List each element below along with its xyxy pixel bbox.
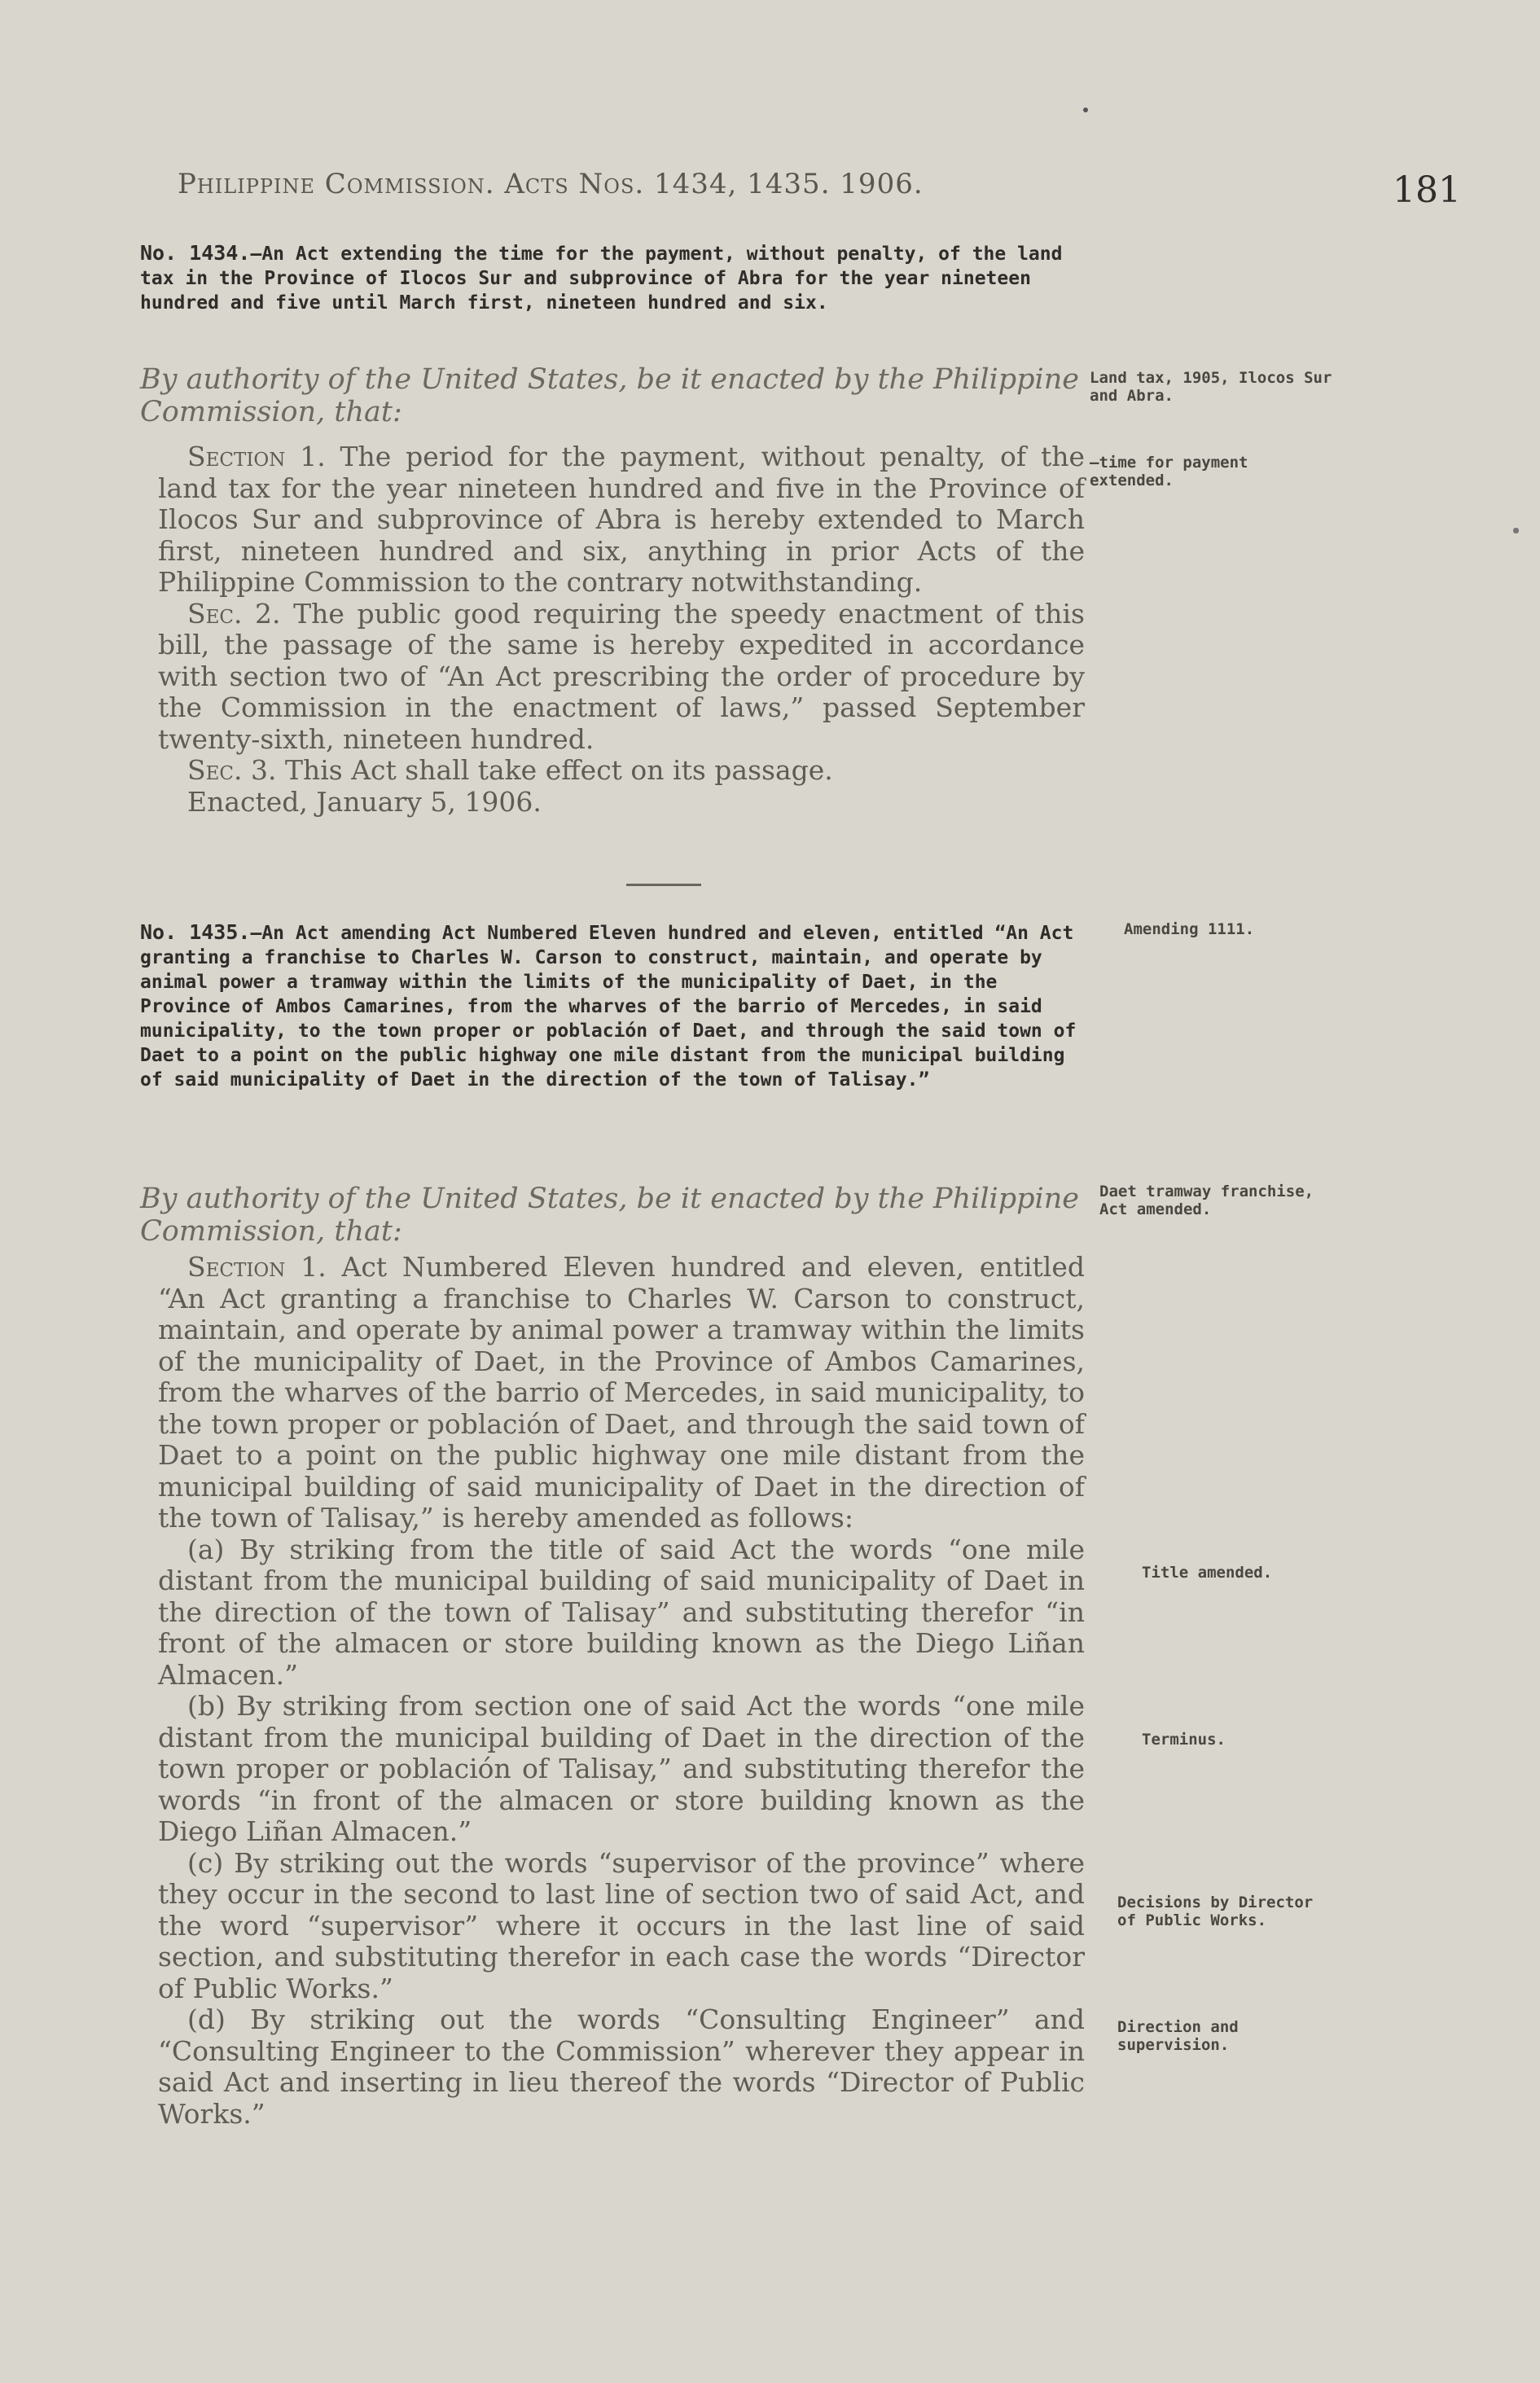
speck bbox=[1083, 108, 1088, 112]
act-1435-body bbox=[158, 1252, 1085, 2130]
clause-c: (c) By striking out the words “supervisor of the province” where they occur in the second to last line of section two of said Act, and the word “supervisor” where it occurs in the last line of said section, and substituting therefor in each case the words “Director of Public Works.” bbox=[158, 1846, 1085, 2004]
margin-note-terminus: Terminus. bbox=[1142, 1731, 1226, 1749]
clause-d: (d) By striking out the words “Consulting Engineer” and “Consulting Engineer to the Commission” wherever they appear in said Act and inserting in lieu thereof the words “Director of Public Works.” bbox=[158, 2003, 1085, 2130]
act-1435-title bbox=[140, 920, 1093, 1092]
margin-note-direction: Direction and supervision. bbox=[1117, 2018, 1239, 2054]
section-2: Sec. 2. The public good requiring the speedy enactment of this bill, the passage of the same is hereby expedited in accordance with section two of “An Act prescribing the order of procedure by the Commission in the enactment of laws,” passed September twenty-sixth, nineteen hundred. bbox=[158, 597, 1085, 755]
act-number: No. 1435. bbox=[140, 920, 251, 944]
margin-note-time-extended: —time for payment extended. bbox=[1090, 454, 1248, 489]
act-number: No. 1434. bbox=[140, 241, 251, 265]
running-head: Philippine Commission. Acts Nos. 1434, 1435. 1906. bbox=[178, 168, 924, 200]
act-title-text: —An Act extending the time for the payment, without penalty, of the land tax in the Province of Ilocos Sur and subprovince of Abra for the year nineteen hundred and five until March first, nineteen hundred and six. bbox=[140, 244, 1063, 314]
section-divider bbox=[626, 884, 701, 886]
clause-a: (a) By striking from the title of said Act the words “one mile distant from the municipal building of said municipality of Daet in the direction of the town of Talisay” and substituting therefor “in front of the almacen or store building known as the Diego Liñan Almacen.” bbox=[158, 1533, 1085, 1691]
section-1: Section 1. The period for the payment, without penalty, of the land tax for the year nineteen hundred and five in the Province of Ilocos Sur and subprovince of Abra is hereby extended to March first, nineteen hundred and six, anything in prior Acts of the Philippine Commission to the contrary notwithstanding. bbox=[158, 441, 1085, 598]
act-1434-body bbox=[158, 441, 1085, 818]
page-number: 181 bbox=[1393, 169, 1461, 211]
speck bbox=[1513, 528, 1519, 533]
act-1435-enacting-clause: By authority of the United States, be it enacted by the Philippine Commission, that: bbox=[140, 1183, 1079, 1248]
act-1434-title bbox=[140, 241, 1093, 315]
margin-note-title-amended: Title amended. bbox=[1142, 1564, 1273, 1582]
act-title-text: —An Act amending Act Numbered Eleven hundred and eleven, entitled “An Act granting a franchise to Charles W. Carson to construct, maintain, and operate by animal power a tramway within the limits of the municipality of Daet, in the Province of Ambos Camarines, from the wharves of the barrio of Mercedes, in said municipality, to the town proper or población of Daet, and through the said town of Daet to a point on the public highway one mile distant from the municipal building of said municipality of Daet in the direction of the town of Talisay.” bbox=[140, 923, 1077, 1091]
margin-note-amending: Amending 1111. bbox=[1124, 920, 1255, 938]
enacted-date: Enacted, January 5, 1906. bbox=[187, 785, 542, 818]
section-3: Sec. 3. This Act shall take effect on its passage. bbox=[187, 754, 833, 786]
act-1434-enacting-clause: By authority of the United States, be it enacted by the Philippine Commission, that: bbox=[140, 363, 1079, 428]
clause-b: (b) By striking from section one of said Act the words “one mile distant from the municipal building of Daet in the direction of the town proper or población of Talisay,” and substituting therefor the words “in front of the almacen or store building known as the Diego Liñan Almacen.” bbox=[158, 1690, 1085, 1847]
margin-note-decisions: Decisions by Director of Public Works. bbox=[1117, 1894, 1314, 1929]
margin-note-land-tax: Land tax, 1905, Ilocos Sur and Abra. bbox=[1090, 369, 1332, 405]
section-1: Section 1. Act Numbered Eleven hundred and eleven, entitled “An Act granting a franchise to Charles W. Carson to construct, maintain, and operate by animal power a tramway within the limits of the municipality of Daet, in the Province of Ambos Camarines, from the wharves of the barrio of Mercedes, in said municipality, to the town proper or población of Daet, and through the said town of Daet to a point on the public highway one mile distant from the municipal building of said municipality of Daet in the direction of the town of Talisay,” is hereby amended as follows: bbox=[158, 1251, 1085, 1534]
margin-note-daet: Daet tramway franchise, Act amended. bbox=[1099, 1183, 1314, 1218]
